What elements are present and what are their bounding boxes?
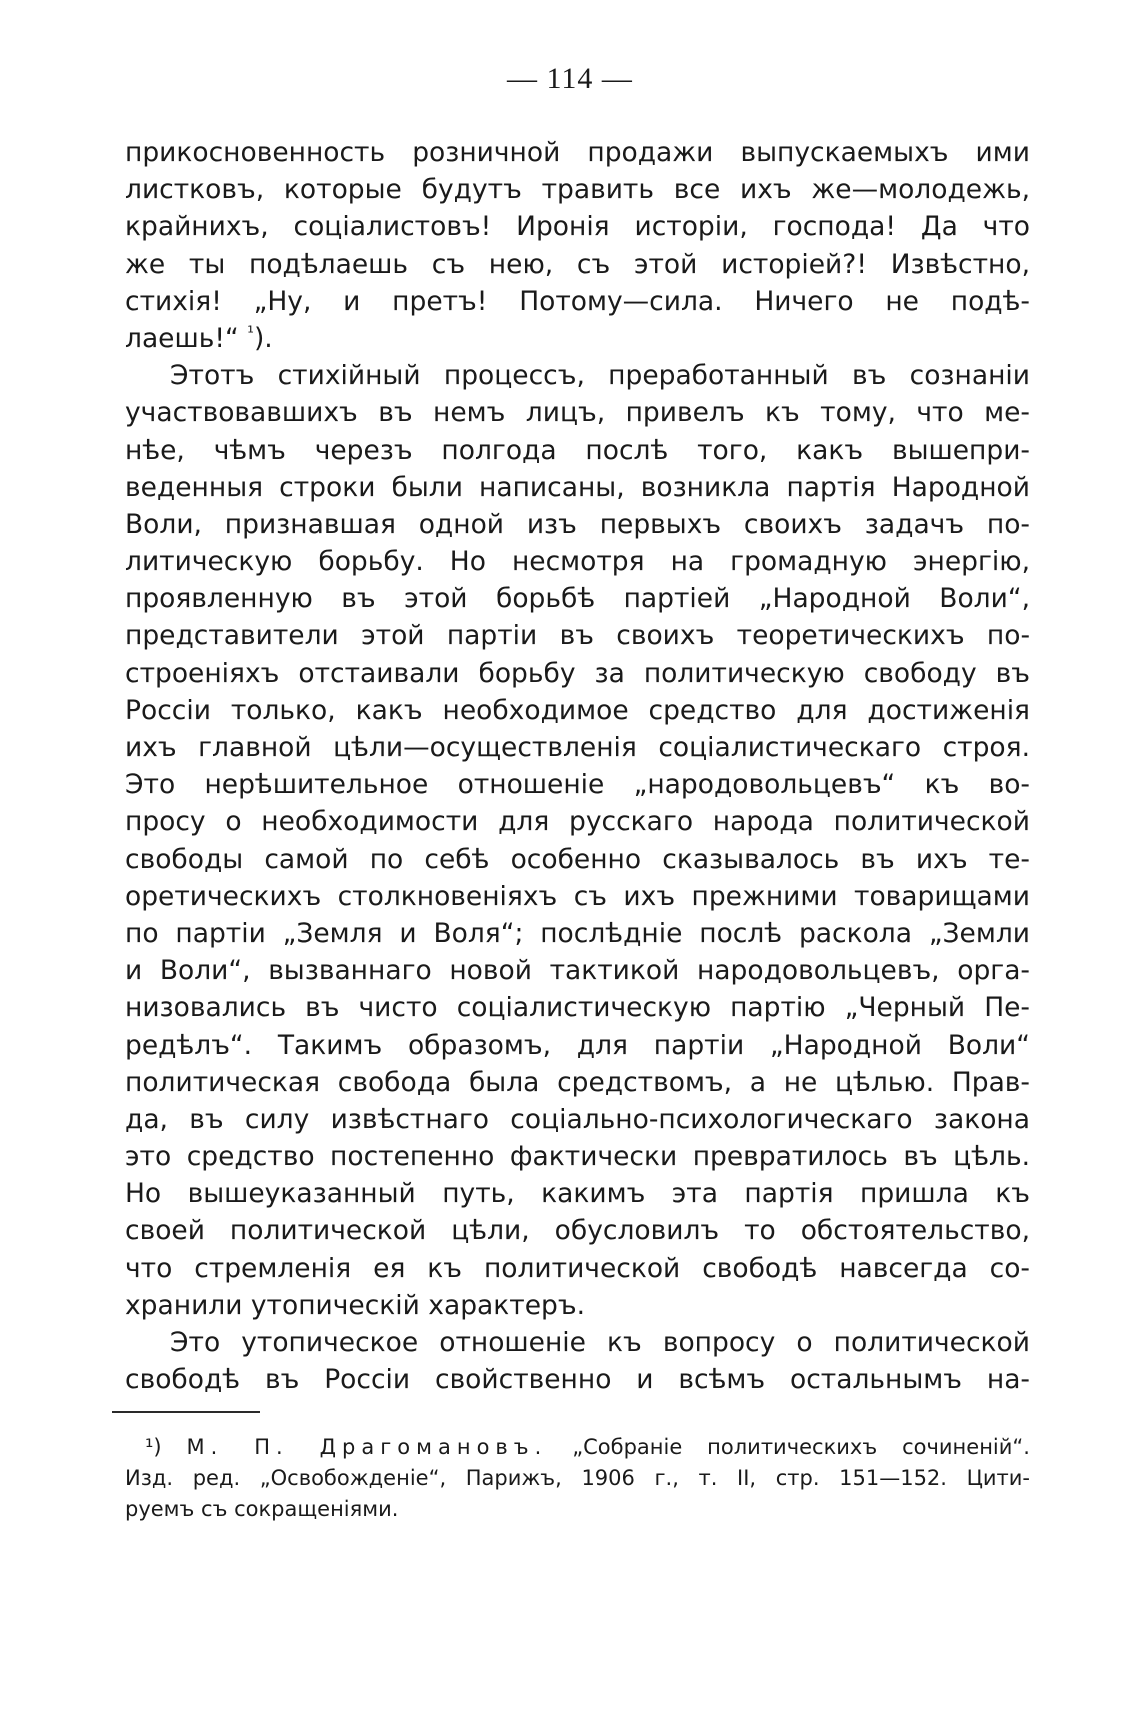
text-line: же ты подѣлаешь съ нею, съ этой исторіей?! Извѣстно, <box>125 248 1030 280</box>
text-line: прикосновенность розничной продажи выпускаемыхъ ими <box>125 137 1030 168</box>
text-line: крайнихъ, соціалистовъ! Иронія исторіи, господа! Да что <box>125 211 1030 243</box>
footnote-divider <box>112 1411 260 1413</box>
text-line: Воли, признавшая одной изъ первыхъ своихъ задачъ по- <box>125 508 1030 540</box>
page-number: — 114 — <box>507 62 633 95</box>
text-line: что стремленія ея къ политической свободѣ навсегда со- <box>125 1252 1030 1284</box>
text-line: Это утопическое отношеніе къ вопросу о политической <box>170 1327 1030 1358</box>
text-line: это средство постепенно фактически превратилось въ цѣль. <box>125 1141 1030 1173</box>
text-line: по партіи „Земля и Воля“; послѣдніе послѣ раскола „Земли <box>125 917 1030 949</box>
text-line: листковъ, которые будутъ травить все ихъ же—молодежь, <box>125 174 1030 206</box>
footnote-reference[interactable]: ¹ <box>247 322 254 343</box>
text-line: строеніяхъ отстаивали борьбу за политическую свободу въ <box>125 657 1030 689</box>
text-line: политическая свобода была средствомъ, а не цѣлью. Прав- <box>125 1066 1030 1098</box>
text-line: оретическихъ столкновеніяхъ съ ихъ прежними товарищами <box>125 880 1030 912</box>
text-line: своей политической цѣли, обусловилъ то обстоятельство, <box>125 1215 1030 1247</box>
footnote-marker: ¹) <box>145 1435 162 1459</box>
text-line: редѣлъ“. Такимъ образомъ, для партіи „Народной Воли“ <box>125 1029 1030 1061</box>
text-line: просу о необходимости для русскаго народа политической <box>125 806 1030 838</box>
footnote-title: „Собраніе политическихъ сочиненій“. <box>572 1435 1030 1459</box>
text-line: ихъ главной цѣли—осуществленія соціалистическаго строя. <box>125 732 1030 763</box>
text-line: низовались въ чисто соціалистическую партію „Черный Пе- <box>125 992 1030 1024</box>
text-line: представители этой партіи въ своихъ теоретическихъ по- <box>125 620 1030 652</box>
text-line: Россіи только, какъ необходимое средство для достиженія <box>125 694 1030 726</box>
text-line: да, въ силу извѣстнаго соціально-психологическаго закона <box>125 1103 1030 1135</box>
main-text <box>125 134 1030 1398</box>
footnote-line: руемъ съ сокращеніями. <box>125 1497 399 1521</box>
text-line: хранили утопическій характеръ. <box>125 1289 585 1321</box>
text-line: проявленную въ этой борьбѣ партіей „Народной Воли“, <box>125 583 1030 615</box>
text-line <box>125 320 1030 357</box>
text-line: и Воли“, вызваннаго новой тактикой народовольцевъ, орга- <box>125 955 1030 987</box>
text-line: участвовавшихъ въ немъ лицъ, привелъ къ тому, что ме- <box>125 397 1030 429</box>
text-line: литическую борьбу. Но несмотря на громадную энергію, <box>125 546 1030 578</box>
text-line: стихія! „Ну, и претъ! Потому—сила. Ничего не подѣ- <box>125 285 1030 317</box>
text-line-fragment: лаешь!“ <box>125 322 239 354</box>
footnote-line: Изд. ред. „Освобожденіе“, Парижъ, 1906 г., т. II, стр. 151—152. Цити- <box>125 1466 1030 1490</box>
text-line: нѣе, чѣмъ черезъ полгода послѣ того, какъ вышепри- <box>125 434 1030 466</box>
footnote-author: М. П. Драгомановъ. <box>186 1435 548 1459</box>
text-line: свободы самой по себѣ особенно сказывалось въ ихъ те- <box>125 843 1030 875</box>
text-line-fragment: ). <box>253 322 273 354</box>
footnote <box>125 1432 1030 1525</box>
text-line: Этотъ стихійный процессъ, преработанный въ сознаніи <box>170 360 1030 392</box>
footnote-line <box>125 1432 1030 1463</box>
text-line: веденныя строки были написаны, возникла партія Народной <box>125 471 1030 503</box>
text-line: Это нерѣшительное отношеніе „народовольцевъ“ къ во- <box>125 769 1030 801</box>
text-line: Но вышеуказанный путь, какимъ эта партія пришла къ <box>125 1178 1030 1210</box>
text-line: свободѣ въ Россіи свойственно и всѣмъ остальнымъ на- <box>125 1364 1030 1396</box>
